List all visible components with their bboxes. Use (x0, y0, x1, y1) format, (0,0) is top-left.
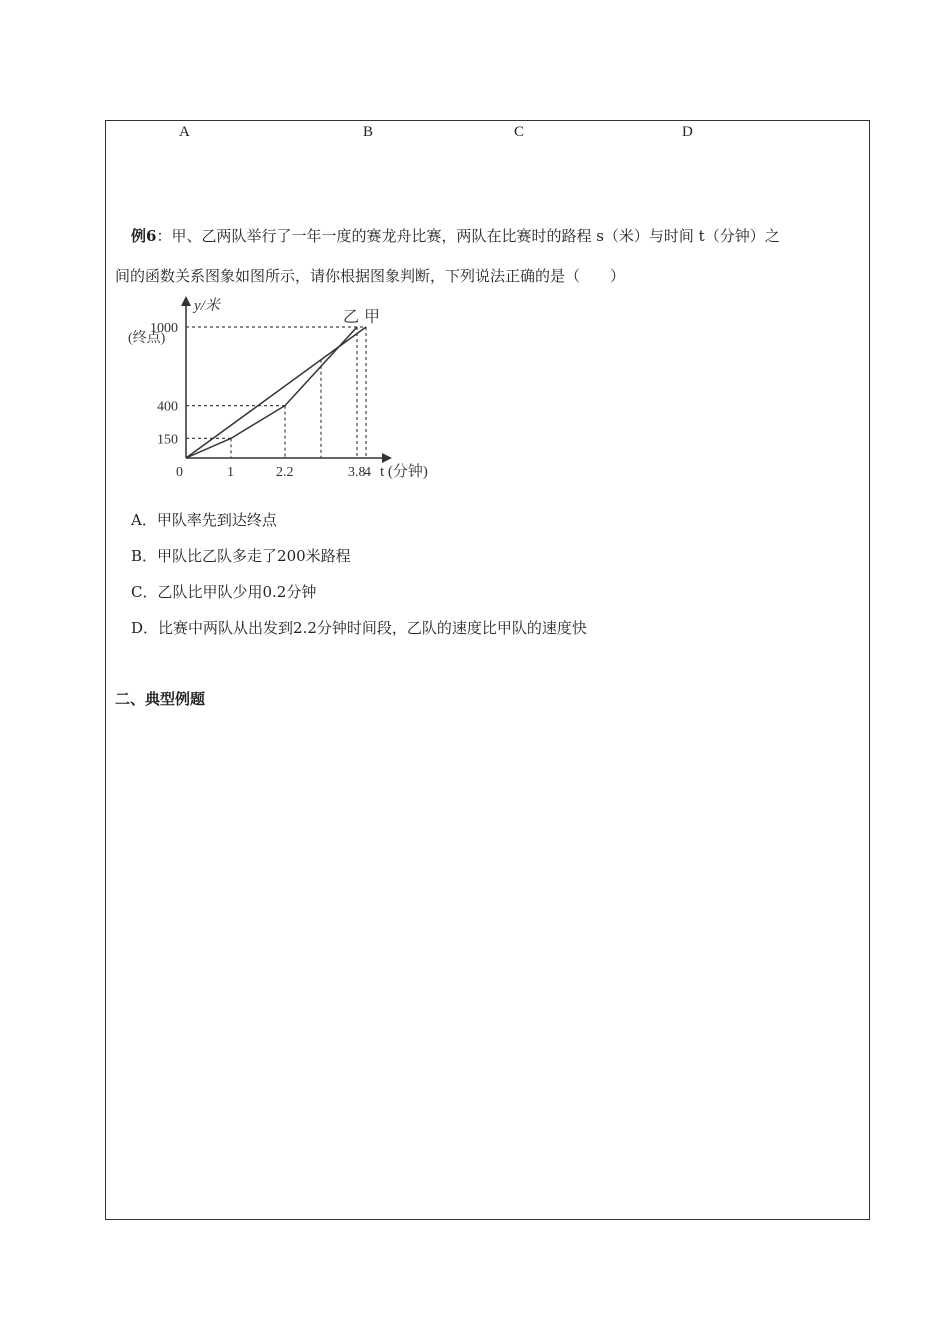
x-axis-arrow (382, 453, 392, 463)
y-tick-label: 400 (157, 399, 178, 415)
y-tick-label: 150 (157, 432, 178, 448)
series-label-乙: 乙 (343, 309, 360, 326)
y-axis-arrow (181, 296, 191, 306)
option-letter-d: D (682, 124, 693, 140)
end-note-label: (终点) (128, 331, 166, 346)
option-letter-c: C (514, 124, 525, 140)
origin-label: 0 (176, 465, 183, 480)
choice-d: D．比赛中两队从出发到2.2分钟时间段，乙队的速度比甲队的速度快 (131, 619, 587, 637)
y-axis-label: y/米 (194, 298, 220, 314)
distance-time-chart (118, 294, 448, 489)
x-tick-label: 3.8 (348, 465, 366, 480)
option-letter-b: B (363, 124, 374, 140)
example-label: 例6 (131, 227, 157, 245)
choice-a: A．甲队率先到达终点 (131, 511, 277, 529)
y-tick-label: 1000 (150, 321, 178, 336)
x-tick-label: 2.2 (276, 465, 294, 480)
series-label-甲: 甲 (364, 309, 381, 326)
x-tick-label: 4 (364, 465, 371, 480)
example-question-line1 (131, 226, 866, 246)
example-question-line2: 间的函数关系图象如图所示，请你根据图象判断，下列说法正确的是（ ） (115, 267, 626, 285)
choice-b: B．甲队比乙队多走了200米路程 (131, 547, 351, 565)
x-tick-label: 1 (227, 465, 234, 480)
choice-c: C．乙队比甲队少用0.2分钟 (131, 583, 317, 601)
section-heading: 二、典型例题 (115, 690, 206, 708)
option-letter-a: A (179, 124, 190, 140)
x-axis-label: t (分钟) (380, 464, 428, 480)
example-text-line1: ：甲、乙两队举行了一年一度的赛龙舟比赛，两队在比赛时的路程 s（米）与时间 t（分钟）之 (156, 227, 780, 245)
